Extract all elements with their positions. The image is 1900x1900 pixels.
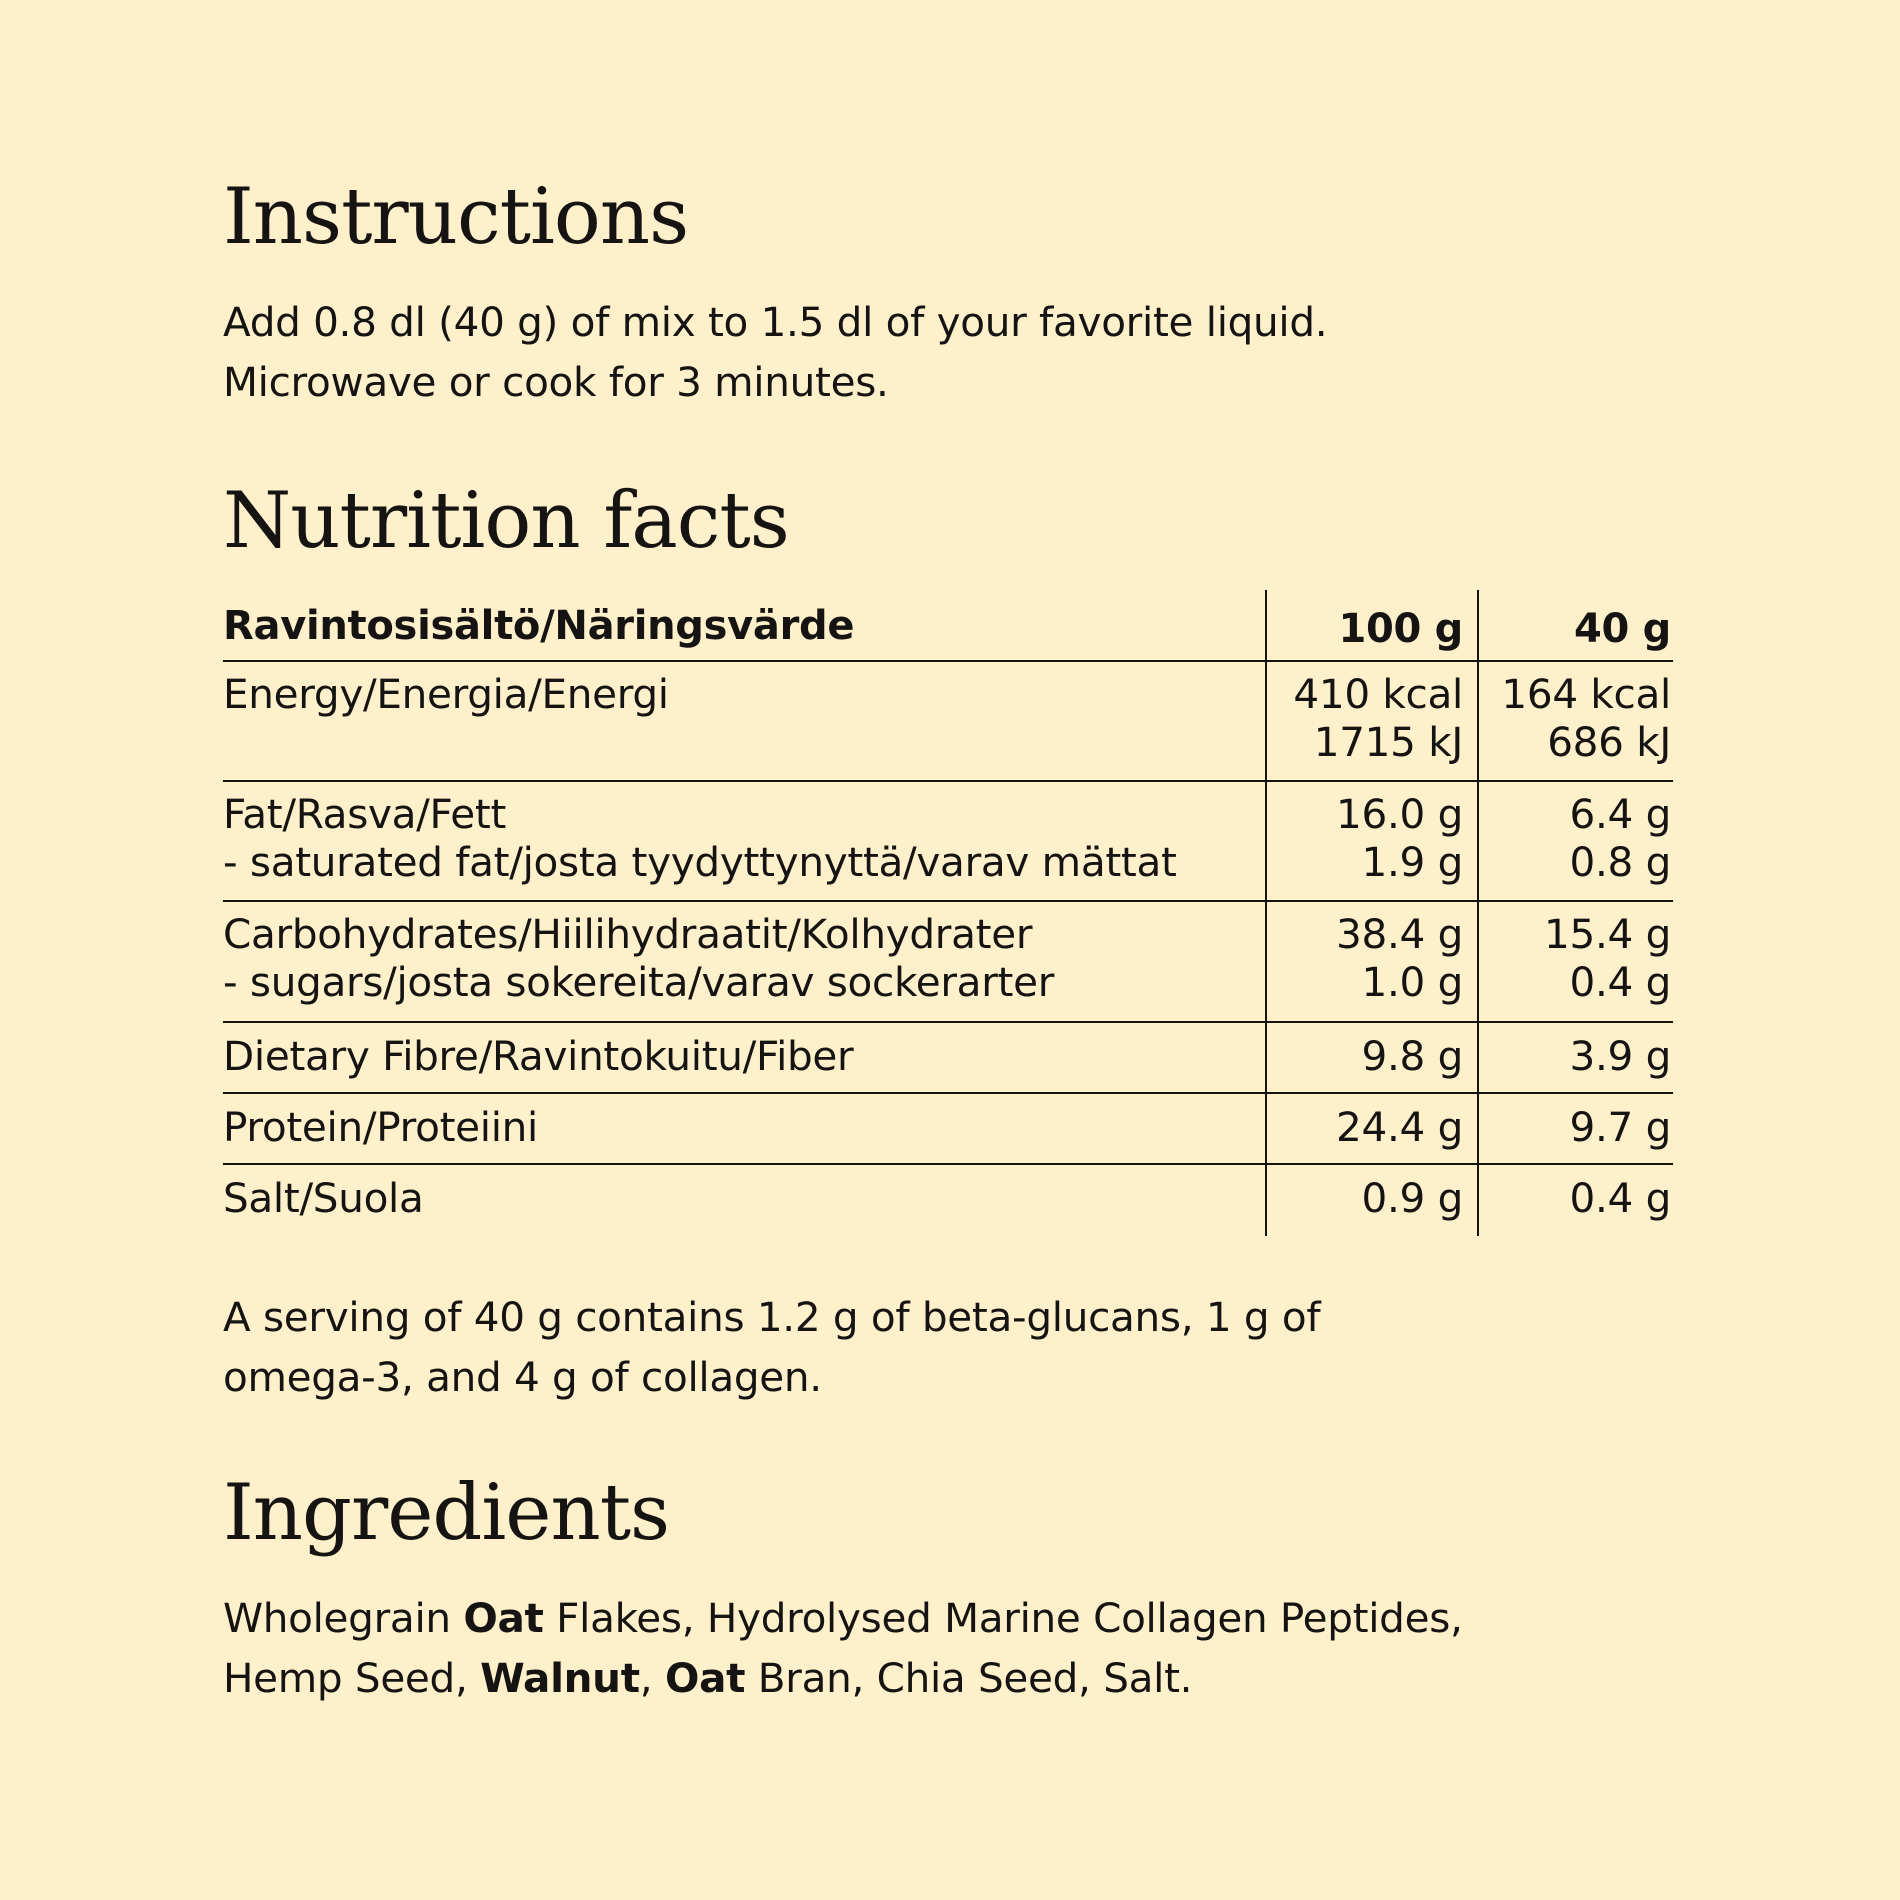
nutrient-name: Salt/Suola <box>223 1174 424 1222</box>
row-divider <box>223 1163 1673 1165</box>
ingredients-line-2 <box>223 1648 1463 1708</box>
ingredients-line-1 <box>223 1588 1463 1648</box>
value-kj: 686 kJ <box>1547 718 1671 766</box>
value-main: 6.4 g <box>1569 790 1671 838</box>
value-40g: 3.9 g <box>1569 1032 1671 1080</box>
value-100g <box>1263 910 1463 1006</box>
nutrient-name: Energy/Energia/Energi <box>223 670 669 718</box>
row-divider <box>223 900 1673 902</box>
ingredients-text <box>223 1588 1463 1708</box>
ingredient-text: Bran, Chia Seed, Salt. <box>745 1654 1193 1702</box>
value-kj: 1715 kJ <box>1313 718 1463 766</box>
row-label <box>223 670 1253 718</box>
instructions-text <box>223 292 1327 412</box>
row-divider <box>223 660 1673 662</box>
nutrition-heading: Nutrition facts <box>223 476 789 566</box>
allergen-oat: Oat <box>463 1594 544 1642</box>
allergen-oat: Oat <box>664 1654 746 1702</box>
value-kcal: 410 kcal <box>1293 670 1463 718</box>
row-divider <box>223 780 1673 782</box>
row-label <box>223 790 1253 886</box>
row-divider <box>223 1021 1673 1023</box>
value-sub: 0.8 g <box>1569 838 1671 886</box>
row-label <box>223 910 1253 1006</box>
table-header-40g: 40 g <box>1573 606 1671 652</box>
value-100g: 0.9 g <box>1361 1174 1463 1222</box>
nutrient-name: Dietary Fibre/Ravintokuitu/Fiber <box>223 1032 854 1080</box>
table-header-100g: 100 g <box>1338 606 1463 652</box>
nutrient-name: Protein/Proteiini <box>223 1103 538 1151</box>
ingredient-text: Hemp Seed, <box>223 1654 481 1702</box>
ingredient-text: Wholegrain <box>223 1594 464 1642</box>
value-main: 16.0 g <box>1336 790 1463 838</box>
value-40g <box>1473 790 1671 886</box>
value-sub: 1.0 g <box>1361 958 1463 1006</box>
ingredients-heading: Ingredients <box>223 1468 670 1558</box>
nutrient-subname: - sugars/josta sokereita/varav sockerarter <box>223 958 1055 1006</box>
serving-note <box>223 1287 1320 1407</box>
serving-note-line-1: A serving of 40 g contains 1.2 g of beta-glucans, 1 g of <box>223 1293 1321 1341</box>
instructions-line-1: Add 0.8 dl (40 g) of mix to 1.5 dl of your favorite liquid. <box>223 298 1328 346</box>
row-divider <box>223 1092 1673 1094</box>
nutrition-table <box>223 590 1673 1236</box>
table-header-label: Ravintosisältö/Näringsvärde <box>223 603 855 649</box>
instructions-heading: Instructions <box>223 172 689 262</box>
value-100g <box>1263 670 1463 766</box>
ingredient-text: , <box>639 1654 665 1702</box>
instructions-line-2: Microwave or cook for 3 minutes. <box>223 358 889 406</box>
value-40g: 0.4 g <box>1569 1174 1671 1222</box>
nutrient-name: Fat/Rasva/Fett <box>223 790 507 838</box>
value-40g <box>1473 910 1671 1006</box>
nutrient-name: Carbohydrates/Hiilihydraatit/Kolhydrater <box>223 910 1033 958</box>
value-40g <box>1473 670 1671 766</box>
value-100g <box>1263 790 1463 886</box>
value-sub: 0.4 g <box>1569 958 1671 1006</box>
ingredient-text: Flakes, Hydrolysed Marine Collagen Peptides, <box>543 1594 1463 1642</box>
value-main: 15.4 g <box>1544 910 1671 958</box>
value-kcal: 164 kcal <box>1501 670 1671 718</box>
nutrient-subname: - saturated fat/josta tyydyttynyttä/varav mättat <box>223 838 1177 886</box>
value-100g: 9.8 g <box>1361 1032 1463 1080</box>
allergen-walnut: Walnut <box>480 1654 640 1702</box>
value-40g: 9.7 g <box>1569 1103 1671 1151</box>
serving-note-line-2: omega-3, and 4 g of collagen. <box>223 1353 822 1401</box>
value-main: 38.4 g <box>1336 910 1463 958</box>
value-sub: 1.9 g <box>1361 838 1463 886</box>
value-100g: 24.4 g <box>1336 1103 1463 1151</box>
